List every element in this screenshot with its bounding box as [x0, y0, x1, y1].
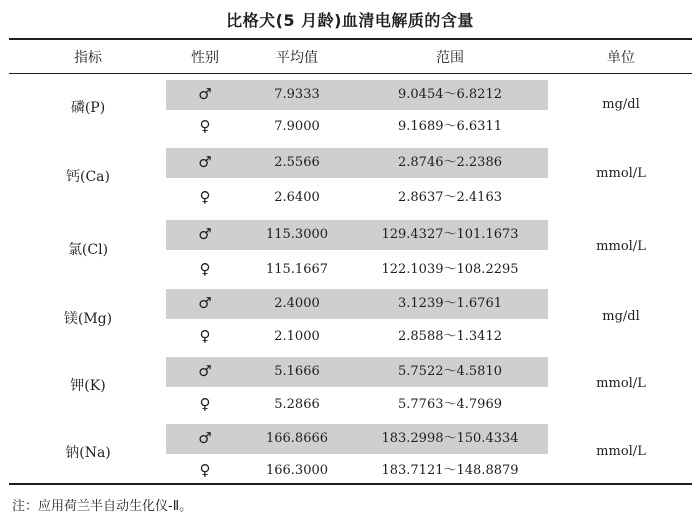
male-symbol: ♂: [198, 362, 212, 380]
unit-cell: mmol/L: [596, 166, 646, 181]
mean-cell: 115.3000: [265, 227, 329, 242]
female-symbol: ♀: [199, 260, 211, 278]
male-symbol: ♂: [198, 429, 212, 447]
mean-cell: 7.9000: [274, 119, 320, 134]
table-note: 注：应用荷兰半自动生化仪-Ⅱ。: [12, 499, 193, 514]
indicator-calcium: 钙(Ca): [66, 169, 110, 185]
range-cell: 122.1039～108.2295: [381, 262, 519, 277]
male-symbol: ♂: [198, 225, 212, 243]
top-rule: [9, 38, 692, 40]
bottom-rule: [9, 483, 692, 485]
unit-cell: mg/dl: [602, 97, 640, 112]
indicator-phosphorus: 磷(P): [70, 100, 106, 116]
range-cell: 9.1689～6.6311: [398, 119, 502, 134]
mean-cell: 2.4000: [274, 296, 320, 311]
header-sex: 性别: [191, 50, 219, 66]
indicator-magnesium: 镁(Mg): [63, 311, 113, 327]
female-symbol: ♀: [199, 327, 211, 345]
female-symbol: ♀: [199, 117, 211, 135]
indicator-sodium: 钠(Na): [65, 445, 111, 461]
table-title: 比格犬(5 月龄)血清电解质的含量: [226, 11, 474, 30]
header-indicator: 指标: [74, 50, 102, 66]
range-cell: 5.7763～4.7969: [398, 397, 502, 412]
header-unit: 单位: [607, 50, 635, 66]
female-symbol: ♀: [199, 188, 211, 206]
indicator-potassium: 钾(K): [70, 378, 106, 394]
female-symbol: ♀: [199, 395, 211, 413]
mean-cell: 115.1667: [265, 262, 329, 277]
mean-cell: 5.1666: [274, 364, 320, 379]
range-cell: 9.0454～6.8212: [398, 87, 502, 102]
range-cell: 129.4327～101.1673: [381, 227, 519, 242]
range-cell: 183.7121～148.8879: [381, 463, 519, 478]
range-cell: 3.1239～1.6761: [398, 296, 502, 311]
mean-cell: 2.6400: [274, 190, 320, 205]
mean-cell: 7.9333: [274, 87, 320, 102]
indicator-chloride: 氯(Cl): [67, 242, 109, 258]
unit-cell: mmol/L: [596, 376, 646, 391]
mean-cell: 166.3000: [265, 463, 329, 478]
mean-cell: 5.2866: [274, 397, 320, 412]
range-cell: 2.8588～1.3412: [398, 329, 502, 344]
mean-cell: 2.5566: [274, 155, 320, 170]
unit-cell: mmol/L: [596, 444, 646, 459]
header-rule: [9, 73, 692, 74]
range-cell: 2.8746～2.2386: [398, 155, 502, 170]
female-symbol: ♀: [199, 461, 211, 479]
unit-cell: mg/dl: [602, 309, 640, 324]
mean-cell: 166.8666: [265, 431, 329, 446]
male-symbol: ♂: [198, 153, 212, 171]
header-mean: 平均值: [276, 50, 318, 66]
unit-cell: mmol/L: [596, 239, 646, 254]
range-cell: 2.8637～2.4163: [398, 190, 502, 205]
range-cell: 5.7522～4.5810: [398, 364, 502, 379]
range-cell: 183.2998～150.4334: [381, 431, 519, 446]
header-range: 范围: [436, 50, 464, 66]
male-symbol: ♂: [198, 294, 212, 312]
male-symbol: ♂: [198, 85, 212, 103]
mean-cell: 2.1000: [274, 329, 320, 344]
